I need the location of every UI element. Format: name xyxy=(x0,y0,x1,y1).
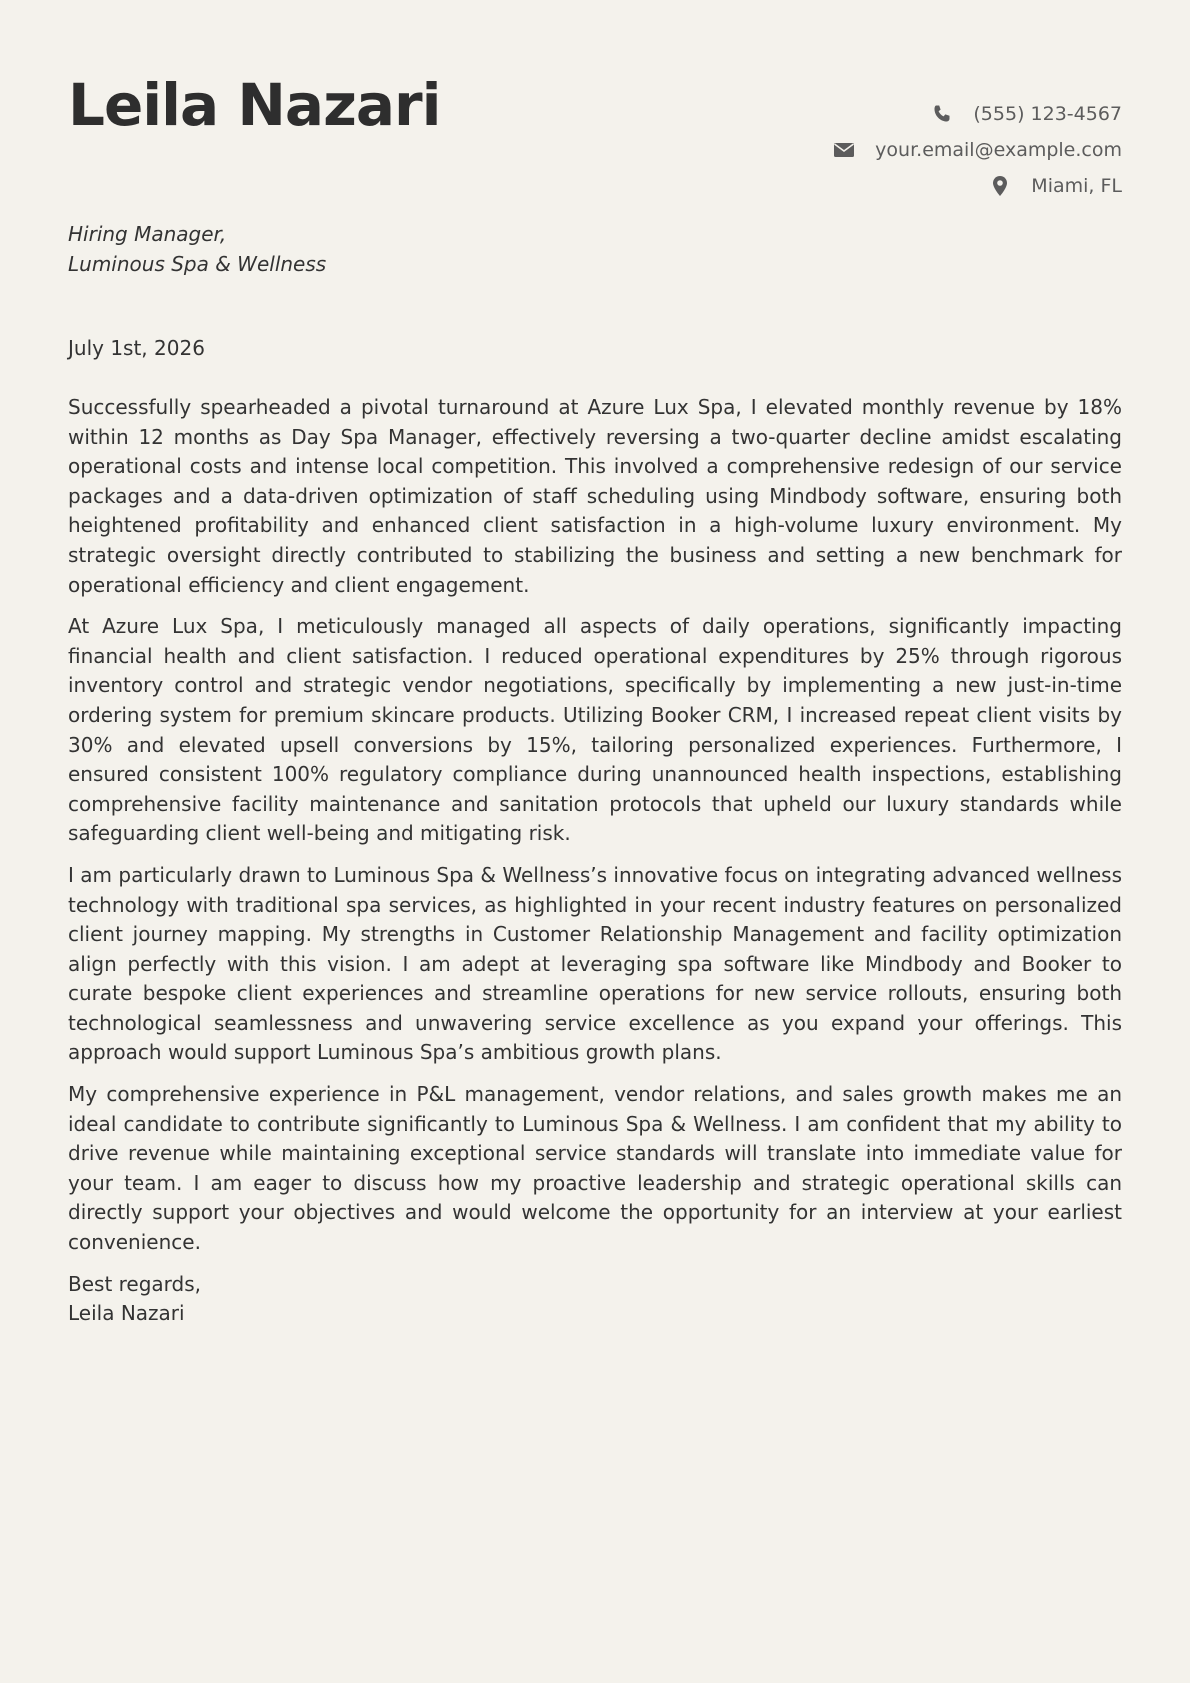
closing-signature: Leila Nazari xyxy=(68,1301,185,1326)
map-pin-icon xyxy=(989,175,1011,197)
applicant-name: Leila Nazari xyxy=(68,71,441,139)
body-paragraph: My comprehensive experience in P&L management, vendor relations, and sales growth makes me an ideal candidate to contribute significantly to Luminous Spa & Wellness. I am confident that my ability to drive revenue while maintaining exceptional service standards will translate into immediate value for your team. I am eager to discuss how my proactive leadership and strategic operational skills can directly support your objectives and would welcome the opportunity for an interview at your earliest convenience. xyxy=(68,1082,1122,1255)
closing-salutation: Best regards, xyxy=(68,1271,202,1296)
body-paragraph: At Azure Lux Spa, I meticulously managed all aspects of daily operations, significantly impacting financial health and client satisfaction. I reduced operational expenditures by 25% through rigorous inventory control and strategic vendor negotiations, specifically by implementing a new just-in-time ordering system for premium skincare products. Utilizing Booker CRM, I increased repeat client visits by 30% and elevated upsell conversions by 15%, tailoring personalized experiences. Furthermore, I ensured consistent 100% regulatory compliance during unannounced health inspections, establishing comprehensive facility maintenance and sanitation protocols that upheld our luxury standards while safeguarding client well-being and mitigating risk. xyxy=(68,614,1122,846)
closing-block xyxy=(68,1270,1122,1329)
recipient-block xyxy=(68,219,1122,279)
letter-date: July 1st, 2026 xyxy=(68,336,205,360)
body-paragraph: I am particularly drawn to Luminous Spa & Wellness’s innovative focus on integrating advanced wellness technology with traditional spa services, as highlighted in your recent industry features on personalized client journey mapping. My strengths in Customer Relationship Management and facility optimization align perfectly with this vision. I am adept at leveraging spa software like Mindbody and Booker to curate bespoke client experiences and streamline operations for new service rollouts, ensuring both technological seamlessness and unwavering service excellence as you expand your offerings. This approach would support Luminous Spa’s ambitious growth plans. xyxy=(68,862,1122,1065)
body-paragraph: Successfully spearheaded a pivotal turnaround at Azure Lux Spa, I elevated monthly revenue by 18% within 12 months as Day Spa Manager, effectively reversing a two-quarter decline amidst escalating operational costs and intense local competition. This involved a comprehensive redesign of our service packages and a data-driven optimization of staff scheduling using Mindbody software, ensuring both heightened profitability and enhanced client satisfaction in a high-volume luxury environment. My strategic oversight directly contributed to stabilizing the business and setting a new benchmark for operational efficiency and client engagement. xyxy=(68,395,1122,597)
contact-block xyxy=(833,96,1122,204)
contact-phone-row xyxy=(833,96,1122,132)
recipient-company: Luminous Spa & Wellness xyxy=(68,252,327,276)
contact-phone: (555) 123-4567 xyxy=(973,103,1122,125)
envelope-icon xyxy=(833,139,855,161)
contact-location: Miami, FL xyxy=(1031,175,1122,197)
phone-icon xyxy=(931,103,953,125)
contact-email-row xyxy=(833,132,1122,168)
letter-header xyxy=(68,0,1122,205)
recipient-title: Hiring Manager, xyxy=(68,222,227,246)
contact-location-row xyxy=(833,168,1122,204)
contact-email: your.email@example.com xyxy=(875,139,1122,161)
letter-body xyxy=(68,393,1122,1258)
